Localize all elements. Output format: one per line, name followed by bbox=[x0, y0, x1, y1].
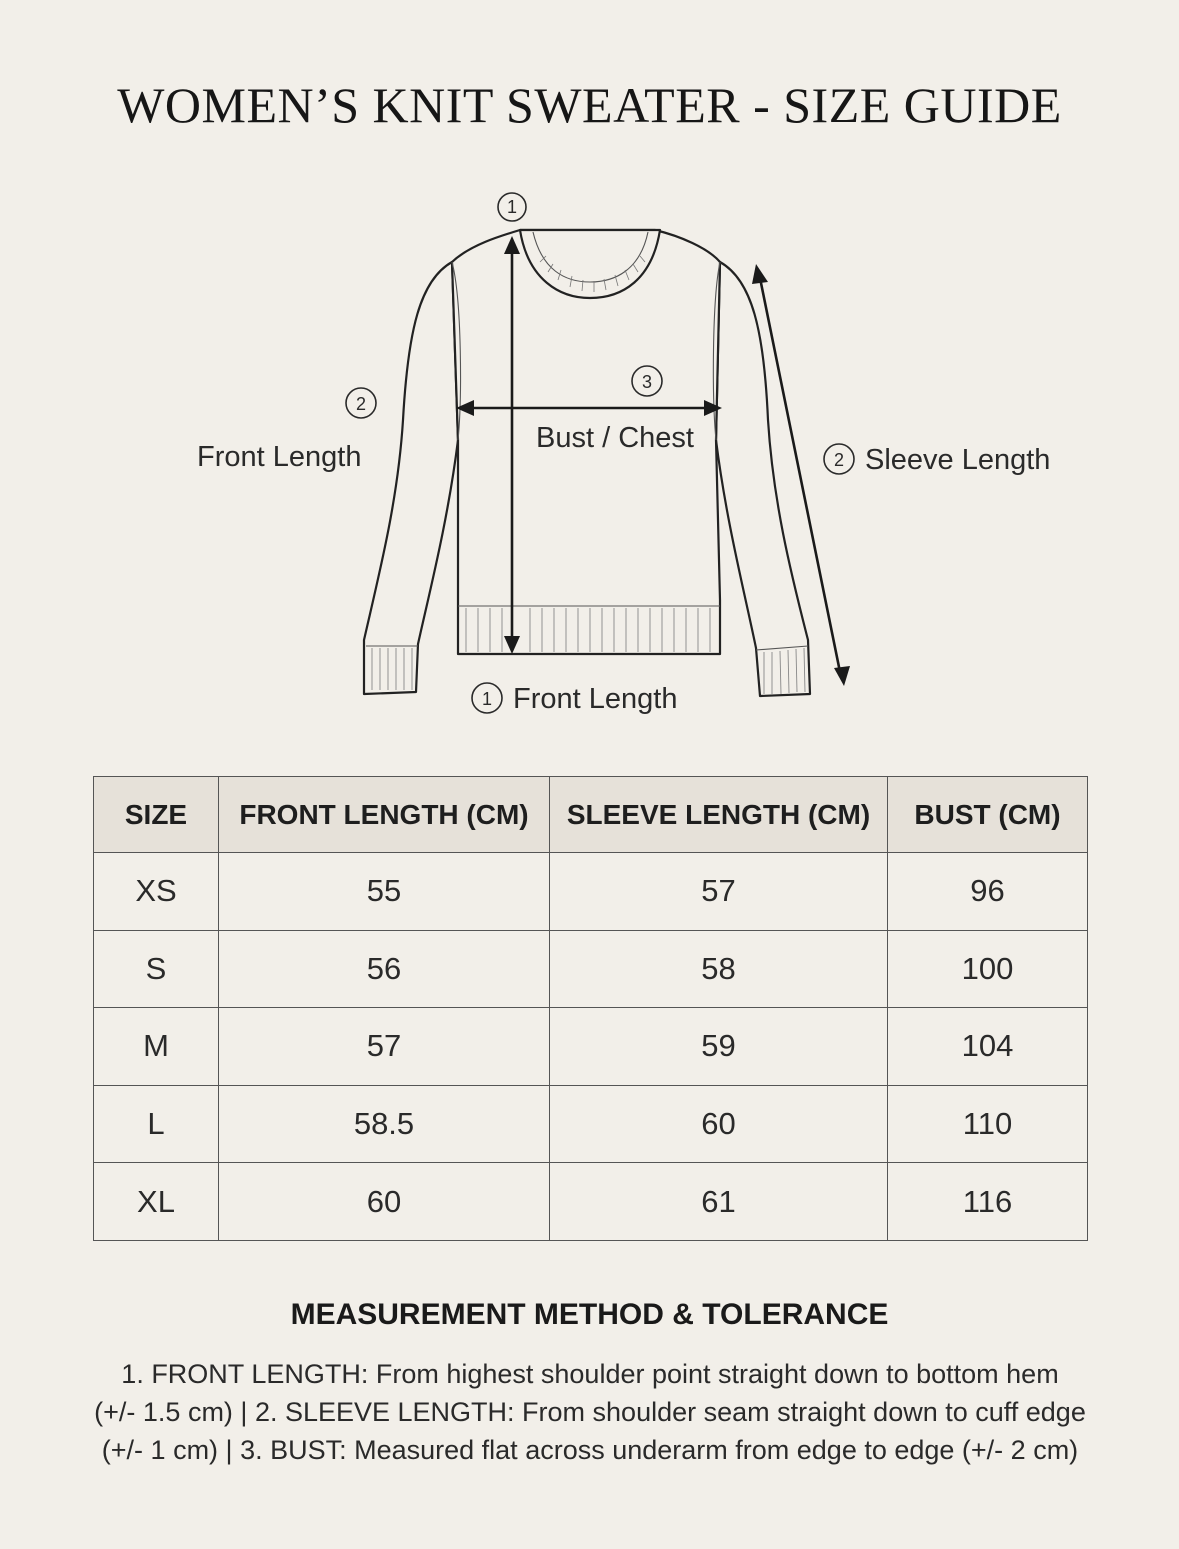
cell-size: S bbox=[94, 930, 219, 1008]
cell-sleeve-length: 59 bbox=[550, 1008, 888, 1086]
cell-front-length: 56 bbox=[219, 930, 550, 1008]
top-number: 1 bbox=[506, 197, 518, 217]
table-row bbox=[94, 930, 1088, 1008]
sleeve-number: 2 bbox=[833, 450, 845, 470]
sleeve-label: Sleeve Length bbox=[865, 444, 1051, 476]
table-row bbox=[94, 1008, 1088, 1086]
cell-bust: 96 bbox=[888, 853, 1088, 931]
left-sleeve bbox=[364, 262, 458, 694]
cell-front-length: 58.5 bbox=[219, 1085, 550, 1163]
sweater-diagram bbox=[0, 0, 1179, 760]
cell-sleeve-length: 61 bbox=[550, 1163, 888, 1241]
method-line: 1. FRONT LENGTH: From highest shoulder point straight down to bottom hem bbox=[121, 1359, 1059, 1389]
header-sleeve-length: SLEEVE LENGTH (CM) bbox=[550, 777, 888, 853]
left-label: Front Length bbox=[197, 441, 362, 473]
page-title: WOMEN’S KNIT SWEATER - SIZE GUIDE bbox=[117, 77, 1062, 133]
method-title: MEASUREMENT METHOD & TOLERANCE bbox=[290, 1298, 889, 1331]
cell-size: XL bbox=[94, 1163, 219, 1241]
method-line: (+/- 1.5 cm) | 2. SLEEVE LENGTH: From shoulder seam straight down to cuff edge bbox=[94, 1397, 1086, 1427]
bottom-label: Front Length bbox=[513, 683, 678, 715]
cell-front-length: 60 bbox=[219, 1163, 550, 1241]
table-row bbox=[94, 1163, 1088, 1241]
chest-label: Bust / Chest bbox=[536, 422, 694, 454]
method-description bbox=[88, 1355, 1092, 1469]
cell-size: M bbox=[94, 1008, 219, 1086]
cell-bust: 104 bbox=[888, 1008, 1088, 1086]
method-line: (+/- 1 cm) | 3. BUST: Measured flat across underarm from edge to edge (+/- 2 cm) bbox=[101, 1435, 1079, 1465]
cell-sleeve-length: 58 bbox=[550, 930, 888, 1008]
size-table bbox=[93, 776, 1088, 1241]
header-front-length: FRONT LENGTH (CM) bbox=[219, 777, 550, 853]
cell-front-length: 55 bbox=[219, 853, 550, 931]
table-header-row bbox=[94, 777, 1088, 853]
cell-bust: 116 bbox=[888, 1163, 1088, 1241]
chest-number: 3 bbox=[641, 372, 653, 392]
cell-front-length: 57 bbox=[219, 1008, 550, 1086]
cell-sleeve-length: 60 bbox=[550, 1085, 888, 1163]
cell-sleeve-length: 57 bbox=[550, 853, 888, 931]
header-size: SIZE bbox=[94, 777, 219, 853]
left-number: 2 bbox=[355, 394, 367, 414]
table-row bbox=[94, 1085, 1088, 1163]
cell-size: L bbox=[94, 1085, 219, 1163]
cell-bust: 100 bbox=[888, 930, 1088, 1008]
cell-size: XS bbox=[94, 853, 219, 931]
bottom-number: 1 bbox=[481, 689, 493, 709]
right-sleeve bbox=[716, 262, 810, 696]
cell-bust: 110 bbox=[888, 1085, 1088, 1163]
header-bust: BUST (CM) bbox=[888, 777, 1088, 853]
table-row bbox=[94, 853, 1088, 931]
